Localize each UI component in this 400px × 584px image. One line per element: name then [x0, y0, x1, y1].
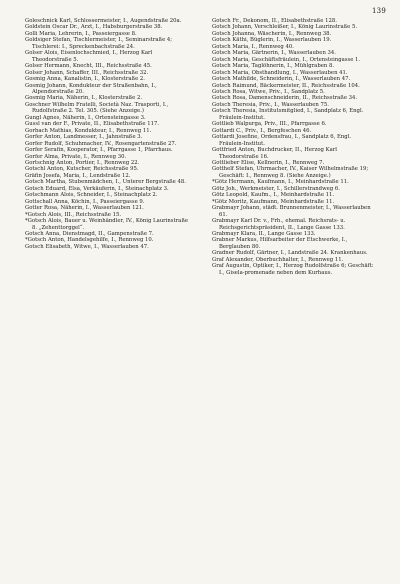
directory-entry: Golser Hermann, Knecht, III., Reichsstraße 45. — [25, 63, 152, 70]
directory-entry: Graf Augustin, Optiker, I., Herzog Rudolfstraße 6; Geschäft: I., Gisela-promenade neben dem Kurhaus. — [212, 263, 374, 276]
right-column — [212, 18, 376, 276]
directory-entry: Götz Leopold, Kaufm., I., Meinhardstraße 11. — [212, 192, 335, 199]
directory-entry: *Gotsch Anton, Handelsgehilfe, I., Rennweg 10. — [25, 237, 154, 244]
directory-entry: Gottlieber Elise, Kellnerin, I., Rennweg 7. — [212, 159, 325, 166]
directory-entry: Gosmig Johann, Kondukteur der Straßenbahn, I., Alpendorstraße 20. — [25, 82, 157, 95]
directory-entry: Grabmayr Karl Dr. v., Frh., ehemal. Reichsrats- u. Reichsgerichtspräsident, II., Lange Gasse 133. — [212, 218, 346, 231]
directory-entry: Gräfin Josefa, Maria, I., Lendstraße 12. — [25, 172, 131, 179]
directory-entry: Gotschmann Alois, Schneider, I., Steinachplatz 2. — [25, 192, 158, 199]
directory-entry: Gottfried Anton, Buchdrucker, II., Herzog Karl Theodorstraße 16. — [212, 147, 337, 160]
directory-entry: Gotsch Johann, Verschleißer, I., König Laurinstraße 5. — [212, 24, 358, 31]
directory-entry: *Götz Moritz, Kaufmann, Meinhardstraße 11. — [212, 198, 335, 205]
directory-entry: Gosmig Anna, Kanalistin, I., Klosterstraße 2. — [25, 76, 145, 83]
left-column — [25, 18, 189, 250]
directory-entry: Gotschl Anton, Kutscher, Reichsstraße 95. — [25, 166, 139, 173]
directory-entry: Gottardi C., Priv., I., Bergfeschen 46. — [212, 127, 312, 134]
directory-entry: Gorbach Mathias, Kondukteur, I., Rennweg 11. — [25, 127, 152, 134]
directory-entry: Gorfer Anton, Landmesser, I., Jahnstraße 3. — [25, 134, 143, 141]
directory-entry: Gotsch Johanna, Wäscherin, I., Rennweg 38. — [212, 30, 332, 37]
directory-entry: Gottlieb Walpurga, Priv., III., Pfarrgasse 6. — [212, 121, 327, 128]
directory-entry: Gosmig Maria, Näherin, I., Klosterstraße 2. — [25, 95, 143, 102]
directory-entry: Graf Alexander, Oberbuchhalter, I., Rennweg 11. — [212, 256, 344, 263]
directory-entry: Gussl van der F., Private, II., Elisabethstraße 117. — [25, 121, 160, 128]
page-number: 139 — [372, 7, 386, 15]
directory-entry: Gorfer Serafin, Kooperator, I., Pfarrgasse 1, Pfarrhaus. — [25, 147, 173, 154]
directory-entry: Gortschnig Anton, Portier, I., Rennweg 22. — [25, 159, 140, 166]
directory-entry: Gotsch Raimund, Bäckermeister, II., Reichsstraße 104. — [212, 82, 360, 89]
directory-entry: Gotsch Eduard, Elsa, Verkäuferin, I., Steinachplatz 3. — [25, 185, 169, 192]
directory-entry: Götz Joh., Werkmeister, I., Schillerstrandweg 6. — [212, 185, 340, 192]
directory-entry: Gungl Agnes, Näherin, I., Ortensteingasse 3. — [25, 114, 146, 121]
directory-entry: Gotsch Maria, Taglöhnerin, I., Mühlgraben 8. — [212, 63, 335, 70]
directory-entry: Gotsch Theresia, Institutsmitglied, I., Sandplatz 6, Engl. Fräulein-Institut. — [212, 108, 364, 121]
directory-entry: Grabmayr Johann, städt. Brunnenmeister, I., Wasserlauben 61. — [212, 205, 371, 218]
directory-entry: Gottardi Josefine, Ordensfrau, I., Sandplatz 6, Engl. Fräulein-Institut. — [212, 134, 352, 147]
directory-entry: Goldsiger Stefan, Tischlermeister, I., Seminarstraße 4; Tischlerei: I., Spreckenbachstraße 24. — [25, 37, 173, 50]
directory-entry: Gotsch Käthi, Büglerin, I., Wasserlauben 19. — [212, 37, 332, 44]
directory-entry: Gotsch Rosa, Damenschneiderin, II., Reichsstraße 34. — [212, 95, 358, 102]
directory-entry: Gorfer Rudolf, Schuhmacher, IV., Rosengartenstraße 27. — [25, 140, 177, 147]
directory-entry: Gotsch Rosa, Witwe, Priv., I., Sandplatz 5. — [212, 88, 325, 95]
directory-entry: Gotter Rosa, Näherin, I., Wasserlauben 121. — [25, 205, 144, 212]
directory-entry: Gottschall Anna, Köchin, I., Passeiergasse 9. — [25, 198, 145, 205]
directory-entry: Gotsch Maria, I., Rennweg 40. — [212, 43, 294, 50]
directory-entry: Gotsch Maria, Gärtnerin, I., Wasserlauben 34. — [212, 50, 336, 57]
directory-entry: *Gotsch Alois, Bauer u. Weinhändler, IV., König Laurinstraße 8. „Zehenttorggel“. — [25, 218, 188, 231]
directory-entry: Gotsch Fr., Dekonom, II., Elisabethstraße 128. — [212, 18, 337, 24]
directory-entry: Gotsch Theresia, Priv., I., Wasserlauben 75. — [212, 101, 329, 108]
directory-entry: Gorfer Alma, Private, I., Rennweg 30. — [25, 153, 127, 160]
directory-entry: Grabmayr Klara, II., Lange Gasse 133. — [212, 230, 316, 237]
directory-entry: Goleschnick Karl, Schlossermeister, I., Augendstraße 20a. — [25, 18, 182, 24]
directory-entry: Gotsch Mathilde, Schneiderin, I., Wasserlauben 47. — [212, 76, 351, 83]
directory-entry: Goldstein Oscar Dr., Arzt, I., Habsburgerstraße 38. — [25, 24, 163, 31]
directory-entry: *Götz Hermann, Kaufmann, I., Meinhardstraße 11. — [212, 179, 349, 186]
directory-entry: Gotsch Martha, Stubenmädchen, I., Unterer Bergstraße 48. — [25, 179, 186, 186]
directory-entry: Grabner Markus, Hilfsarbeiter der Etschwerke, I., Berglauben 80. — [212, 237, 348, 250]
directory-entry: Goschner Wilhelm Fratelli, Società Naz. Trasporti, I., Rudolfstraße 2. Tel. 305. (Siehe Anzeige.) — [25, 101, 169, 115]
directory-entry: Gotsch Maria, Obsthandlung, I., Wasserlauben 41. — [212, 69, 348, 76]
directory-entry: Gotsch Maria, Geschäftsfräulein, I., Ortensteingasse 1. — [212, 56, 361, 63]
directory-entry: Golli Maria, Lehrerin, I., Passeiergasse 8. — [25, 30, 137, 37]
directory-entry: Gotsch Elisabeth, Witwe, I., Wasserlauben 47. — [25, 243, 149, 250]
directory-entry: Golser Alois, Eisenlochschmied, I., Herzog Karl Theodorstraße 5. — [25, 50, 153, 63]
directory-entry: *Gotsch Alois, III., Reichsstraße 15. — [25, 211, 122, 218]
directory-entry: Golser Johann, Schaffer, III., Reichsstraße 32. — [25, 69, 149, 76]
directory-entry: Gradner Rudolf, Gärtner, I., Landstraße 24. Krankenhaus. — [212, 250, 368, 257]
directory-entry: Gotsch Anna, Dienstmagd, II., Gampenstraße 7. — [25, 230, 154, 237]
directory-entry: Gotthelf Stefan, Uhrmacher, IV., Kaiser Wilhelmstraße 19; Geschäft: I., Rennweg 8. (Siehe Anzeige.) — [212, 166, 369, 179]
